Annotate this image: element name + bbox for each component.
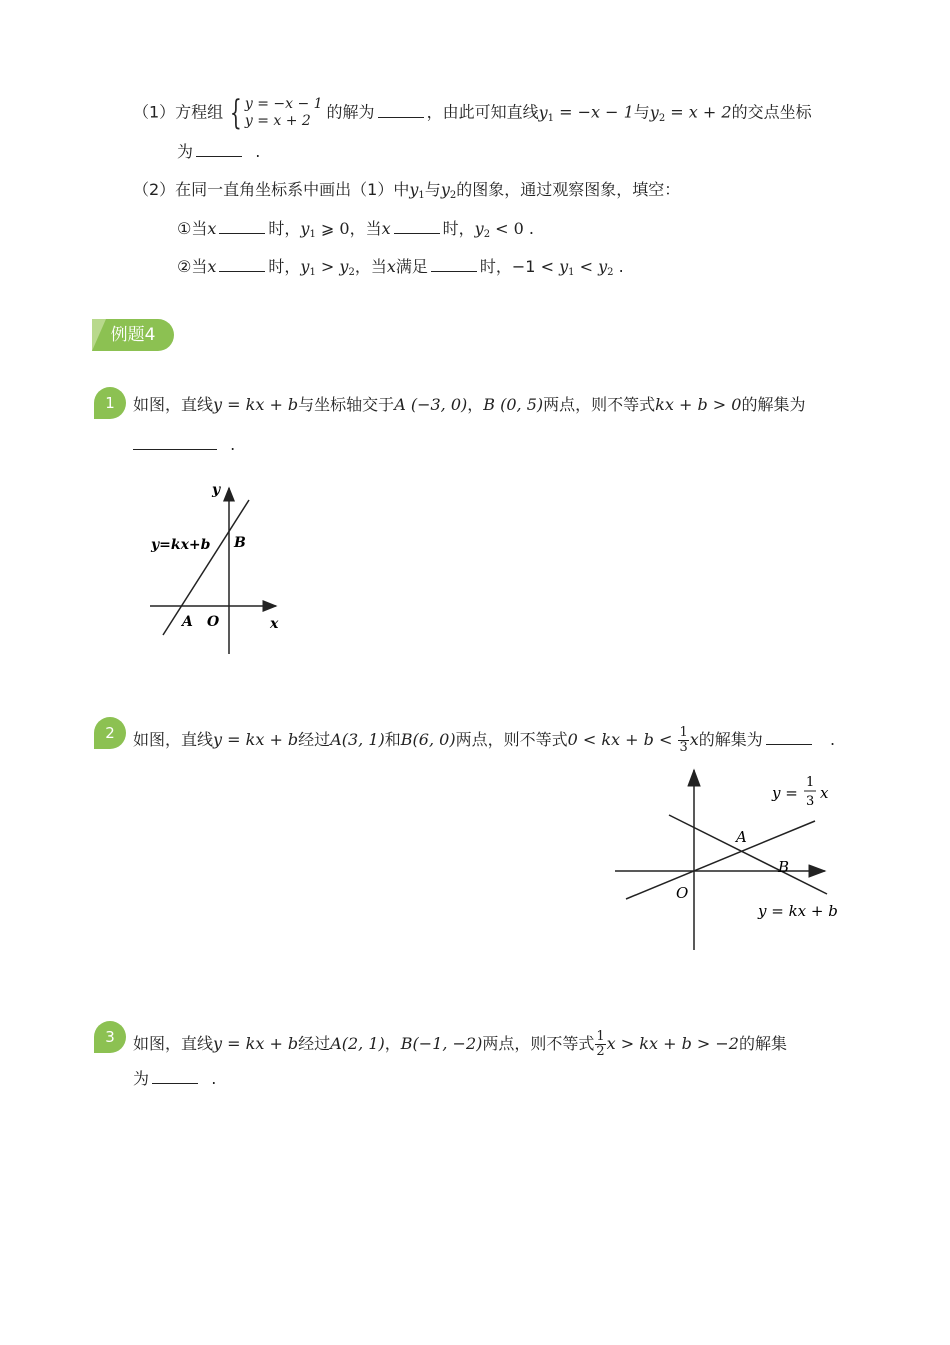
part1-text-a: 的解为	[326, 102, 375, 122]
q1-label-y: y	[212, 482, 221, 498]
q2-line-equation: y = kx + b	[213, 730, 299, 749]
q2-label-top-den: 3	[806, 794, 815, 809]
row2-text-b: 时，	[268, 257, 301, 276]
q1-label-B: B	[234, 535, 246, 551]
answer-blank[interactable]	[378, 103, 424, 118]
question-number-badge: 1	[94, 387, 126, 419]
q2-point-a: A(3, 1)	[330, 730, 385, 749]
x-symbol: x	[207, 219, 217, 238]
q1-text-c: 两点，则不等式	[543, 395, 656, 414]
q2-figure	[608, 765, 853, 955]
system-eq2: y = x + 2	[244, 113, 311, 129]
q1-end: .	[230, 435, 236, 454]
q2-text-a: 如图，直线	[133, 730, 214, 749]
q1-line-graph	[163, 500, 249, 635]
q3-text-e: 为	[133, 1069, 150, 1088]
q3-line2	[133, 1069, 216, 1089]
y2-symbol: $y_2$	[339, 257, 355, 278]
system-eq1: y = −x − 1	[244, 96, 323, 112]
q1-label-line: y=kx+b	[151, 537, 211, 553]
q3-text-d: 的解集	[738, 1034, 787, 1053]
q2-label-top-num: 1	[806, 775, 815, 790]
row2-text-a: ②当	[177, 257, 208, 276]
answer-blank[interactable]	[133, 435, 217, 450]
q2-line1	[133, 726, 835, 755]
answer-blank[interactable]	[196, 142, 242, 157]
q3-text-c: 两点，则不等式	[482, 1034, 595, 1053]
q1-text-d: 的解集为	[741, 395, 806, 414]
part1-text-f: .	[255, 142, 261, 161]
row1-text-e: < 0 .	[490, 219, 534, 238]
section-tag: 例题4	[92, 319, 174, 351]
row2-text-f: 时，−1 <	[479, 257, 560, 276]
q2-label-top-y: y =	[772, 784, 798, 802]
part1-text-c: 与	[633, 102, 650, 122]
fraction-numerator: 1	[679, 725, 688, 740]
x-symbol: x	[381, 219, 391, 238]
y1-symbol: $y_1$	[538, 102, 554, 124]
part1-text-e: 为	[177, 142, 194, 161]
row1-text-d: 时，	[442, 219, 475, 238]
fraction-denominator: 2	[596, 1044, 605, 1059]
part1-label: （1）方程组	[133, 102, 224, 122]
part2-row1	[177, 219, 534, 245]
part1-line2	[177, 142, 260, 162]
y2-symbol: $y_2$	[649, 102, 666, 124]
part2-text-a: 与	[424, 180, 441, 199]
fraction-numerator: 1	[596, 1029, 605, 1044]
q1-point-a: A (−3, 0)	[394, 395, 468, 414]
q2-point-b: B(6, 0)	[400, 730, 456, 749]
equation-system	[225, 93, 323, 133]
row1-text-c: ⩾ 0，当	[315, 219, 382, 238]
q2-fraction	[678, 726, 688, 755]
q1-line-equation: y = kx + b	[213, 395, 299, 414]
answer-blank[interactable]	[394, 219, 440, 234]
part1-line1	[133, 93, 812, 133]
y2-symbol: $y_2$	[440, 180, 457, 201]
q1-label-A: A	[182, 614, 193, 630]
answer-blank[interactable]	[431, 257, 477, 272]
q3-inequality: x > kx + b > −2	[606, 1034, 739, 1053]
q3-line-equation: y = kx + b	[213, 1034, 299, 1053]
part2-label: （2）在同一直角坐标系中画出（1）中	[133, 180, 410, 199]
q3-point-a: A(2, 1)	[330, 1034, 385, 1053]
x-symbol: x	[386, 257, 396, 276]
y1-symbol: $y_1$	[300, 219, 316, 240]
q2-label-A: A	[736, 828, 747, 846]
fraction-denominator: 3	[679, 740, 688, 755]
part1-text-d: 的交点坐标	[731, 102, 812, 122]
q3-fraction	[595, 1030, 605, 1059]
q2-text-c: 和	[384, 730, 401, 749]
q2-text-e: 的解集为	[698, 730, 763, 749]
y2-symbol: $y_2$	[598, 257, 614, 278]
q2-label-top-x: x	[820, 784, 829, 802]
q1-inequality: kx + b > 0	[655, 395, 742, 414]
q2-line-kx-b	[669, 815, 827, 894]
answer-blank[interactable]	[219, 257, 265, 272]
q1-sep: ，	[467, 395, 484, 414]
part2-row2	[177, 257, 624, 283]
q1-text-a: 如图，直线	[133, 395, 214, 414]
q2-inequality: 0 < kx + b <	[567, 730, 678, 749]
x-symbol: x	[207, 257, 217, 276]
y1-symbol: $y_1$	[409, 180, 425, 201]
question-number-badge: 3	[94, 1021, 126, 1053]
part1-text-b: ，由此可知直线	[426, 102, 539, 122]
q1-label-x: x	[270, 616, 279, 632]
y2-symbol: $y_2$	[474, 219, 491, 240]
q3-line1	[133, 1030, 787, 1059]
q3-text-b: 经过	[298, 1034, 331, 1053]
q2-text-d: 两点，则不等式	[455, 730, 568, 749]
y2-expression: = x + 2	[665, 102, 732, 122]
row2-text-c: >	[315, 257, 340, 276]
q3-text-a: 如图，直线	[133, 1034, 214, 1053]
q3-point-b: B(−1, −2)	[400, 1034, 483, 1053]
answer-blank[interactable]	[152, 1069, 198, 1084]
row1-text-b: 时，	[268, 219, 301, 238]
row2-text-d: ，当	[354, 257, 387, 276]
row2-text-h: .	[613, 257, 624, 276]
q1-point-b: B (0, 5)	[483, 395, 544, 414]
q2-label-bottom: y = kx + b	[758, 902, 838, 920]
brace-icon: {	[230, 93, 242, 133]
q1-text-b: 与坐标轴交于	[298, 395, 395, 414]
row2-text-e: 满足	[395, 257, 428, 276]
y1-symbol: $y_1$	[559, 257, 575, 278]
q1-figure	[140, 478, 290, 663]
y1-expression: = −x − 1	[554, 102, 634, 122]
part2-line1	[133, 180, 680, 206]
answer-blank[interactable]	[219, 219, 265, 234]
q2-label-B: B	[778, 858, 790, 876]
q3-end: .	[211, 1069, 217, 1088]
answer-blank[interactable]	[766, 730, 812, 745]
question-number-badge: 2	[94, 717, 126, 749]
q1-line2	[133, 435, 235, 455]
row2-text-g: <	[574, 257, 599, 276]
q1-label-O: O	[207, 614, 220, 630]
q3-sep: ，	[384, 1034, 401, 1053]
part2-text-b: 的图象，通过观察图象，填空：	[456, 180, 681, 199]
y1-symbol: $y_1$	[300, 257, 316, 278]
q2-label-O: O	[676, 884, 689, 902]
q2-end: .	[830, 730, 836, 749]
q2-inequality-x: x	[689, 730, 699, 749]
row1-text-a: ①当	[177, 219, 208, 238]
q2-text-b: 经过	[298, 730, 331, 749]
q1-line1	[133, 395, 805, 415]
tag-notch-decoration	[92, 319, 106, 351]
